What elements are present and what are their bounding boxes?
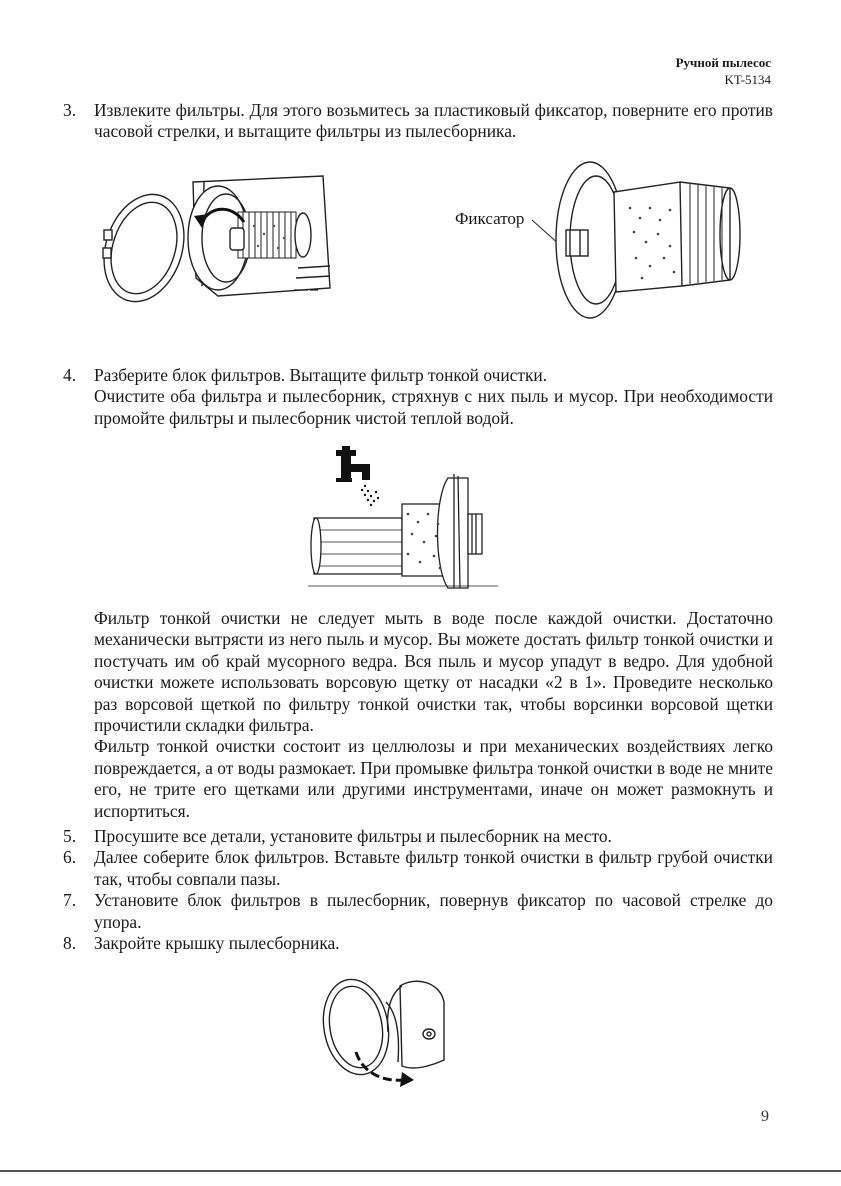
step-text-continued: Очистите оба фильтра и пылесборник, стряхнув с них пыль и мусор. При необходимости промойте фильтры и пылесборник чистой теплой водой. — [94, 386, 773, 428]
step-number: 5. — [63, 826, 77, 846]
step-text: Закройте крышку пылесборника. — [94, 933, 340, 954]
step-text: Далее соберите блок фильтров. Вставьте фильтр тонкой очистки в фильтр грубой очистки так, чтобы совпали пазы. — [94, 847, 773, 889]
step-text: Установите блок фильтров в пылесборник, повернув фиксатор по часовой стрелке до упора. — [94, 890, 773, 932]
cleaning-notes — [63, 608, 773, 822]
figure-close-lid — [316, 972, 466, 1094]
step-text: Извлеките фильтры. Для этого возьмитесь за пластиковый фиксатор, поверните его против часовой стрелки, и вытащите фильтры из пылесборника. — [94, 100, 773, 142]
figure-remove-filters — [98, 168, 338, 318]
step-3 — [63, 100, 773, 143]
figure-filter-block — [530, 158, 745, 323]
note-paragraph-1: Фильтр тонкой очистки не следует мыть в воде после каждой очистки. Достаточно механически вытрясти из него пыль и мусор. Вы можете достать фильтр тонкой очистки и постучать им об край мусорного ведра. Вся пыль и мусор упадут в ведро. Для удобной очистки можете использовать ворсовую щетку от насадки «2 в 1». Проведите несколько раз ворсовой щеткой по фильтру тонкой очистки так, чтобы ворсинки ворсовой щетки прочистили складки фильтра. — [94, 608, 773, 736]
step-number: 8. — [63, 933, 77, 954]
step-text: Просушите все детали, установите фильтры и пылесборник на место. — [94, 826, 612, 846]
figure-wash-filters — [308, 438, 498, 590]
note-paragraph-2: Фильтр тонкой очистки состоит из целлюлозы и при механических воздействиях легко повреждается, а от воды размокает. При промывке фильтра тонкой очистки в воде не мните его, не трите его щетками или другими инструментами, иначе он может размокнуть и испортиться. — [94, 736, 773, 821]
bottom-rule — [0, 1170, 841, 1172]
step-6 — [63, 847, 773, 890]
page-header — [676, 54, 771, 88]
close-arrow-icon — [400, 1072, 414, 1087]
water-tap-icon — [336, 446, 370, 482]
step-number: 4. — [63, 365, 77, 385]
header-model: KT-5134 — [724, 72, 771, 87]
step-number: 6. — [63, 847, 77, 868]
step-number: 3. — [63, 100, 77, 120]
step-text: Разберите блок фильтров. Вытащите фильтр тонкой очистки. — [94, 365, 548, 385]
step-4 — [63, 365, 773, 429]
step-8 — [63, 933, 773, 954]
page-number: 9 — [761, 1108, 769, 1125]
step-5 — [63, 826, 773, 847]
header-title: Ручной пылесос — [675, 55, 771, 70]
steps-5-8 — [63, 826, 773, 954]
step-7 — [63, 890, 773, 933]
step-number: 7. — [63, 890, 77, 911]
latch-label: Фиксатор — [455, 209, 525, 228]
